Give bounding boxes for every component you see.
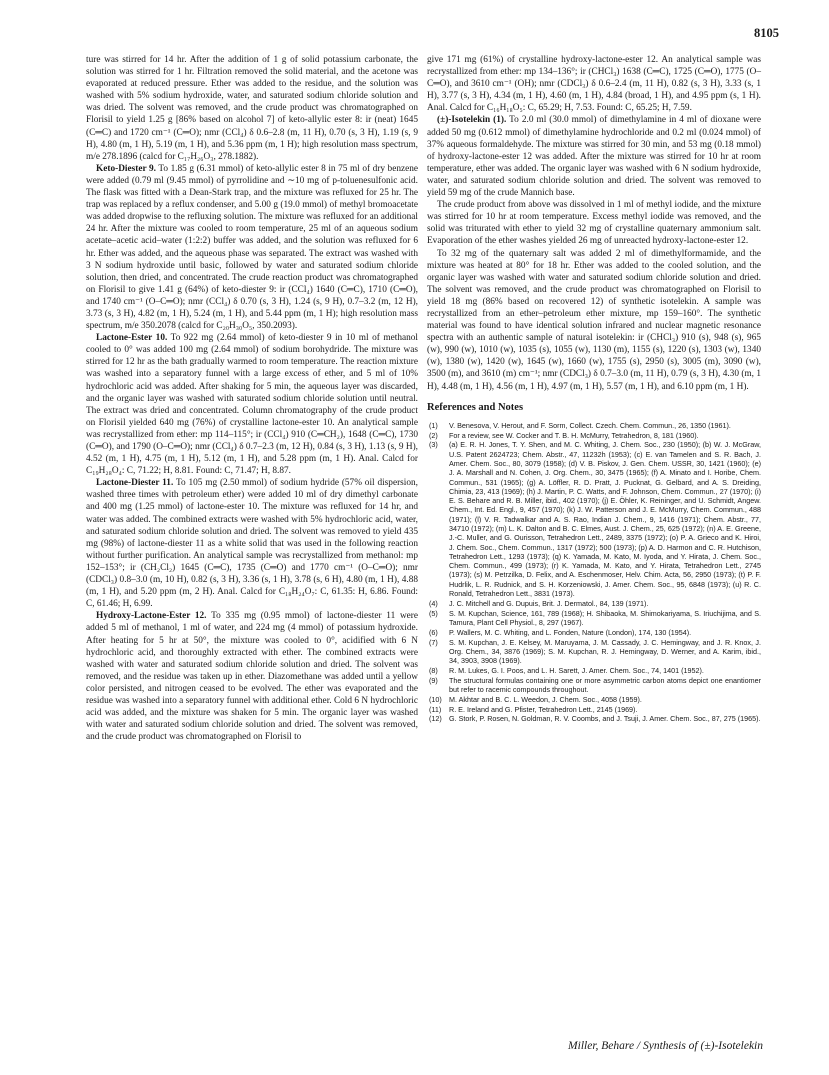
reference-item (427, 599, 761, 608)
reference-number: (6) (429, 627, 438, 637)
reference-number: (7) (429, 637, 438, 647)
running-footer: Miller, Behare / Synthesis of (±)-Isotelekin (568, 1040, 763, 1052)
reference-number: (5) (429, 608, 438, 618)
paragraph-quaternary-salt: To 32 mg of the quaternary salt was added 2 ml of dimethylformamide, and the mixture was heated at 80° for 18 hr. Ether was added to the cooled solution, and the organic layer was washed with water and saturated sodium chloride solution and dried. The solvent was removed, and the crude product was chromatographed on Florisil to yield 18 mg (86% based on recovered 12) of synthetic isotelekin. A sample was recrystallized from an ether–petroleum ether mixture, mp 159–160°. The synthetic material was found to have identical solution infrared and nuclear magnetic resonance spectra with an authentic sample of natural isotelekin: ir (CHCl₃) 910 (s), 948 (s), 965 (w), 990 (w), 1010 (w), 1035 (s), 1055 (w), 1130 (m), 1155 (s), 1220 (s), 1303 (w), 1340 (w), 1380 (w), 1420 (w), 1645 (w), 1660 (w), 1755 (s), 2950 (s), 3005 (m), 3090 (w), 3500 (m), and 3610 (m) cm⁻¹; nmr (CDCl₃) δ 0.7–3.0 (m, 11 H), 0.79 (s, 3 H), 4.30 (m, 1 H), 4.48 (m, 1 H), 4.56 (m, 1 H), 4.97 (m, 1 H), 5.57 (m, 1 H), and 6.10 ppm (m, 1 H). (427, 248, 761, 392)
reference-item (427, 638, 761, 666)
reference-text: G. Stork, P. Rosen, N. Goldman, R. V. Coombs, and J. Tsuji, J. Amer. Chem. Soc., 87, 275 (1965). (449, 714, 761, 724)
reference-text: R. M. Lukes, G. I. Poos, and L. H. Sarett, J. Amer. Chem. Soc., 74, 1401 (1952). (449, 665, 704, 675)
reference-text: J. C. Mitchell and G. Dupuis, Brit. J. Dermatol., 84, 139 (1971). (449, 598, 649, 608)
reference-text: P. Wallers, M. C. Whiting, and L. Fonden, Nature (London), 174, 130 (1954). (449, 627, 692, 637)
reference-item (427, 440, 761, 598)
reference-text: S. M. Kupchan, J. E. Kelsey, M. Maruyama, J. M. Cassady, J. C. Hemingway, and J. R. Knox, J. Org. Chem., 34, 3876 (1969); S. M. Kupchan, R. J. Hemingway, D. Werner, and A. Karim, ibid., 34, 3903, 3908 (1969). (449, 637, 761, 666)
paragraph-hydroxy-lactone-ester-12 (86, 610, 418, 743)
reference-item (427, 666, 761, 675)
reference-item (427, 609, 761, 628)
right-column (427, 54, 761, 724)
page-number: 8105 (754, 26, 779, 40)
reference-item (427, 714, 761, 723)
reference-number: (12) (429, 714, 442, 724)
run-in-heading-isotelekin: (±)-Isotelekin (1). (437, 115, 507, 126)
references-heading: References and Notes (427, 401, 524, 413)
reference-item (427, 705, 761, 714)
reference-number: (2) (429, 430, 438, 440)
paragraph-lactone-ester-10 (86, 332, 418, 477)
reference-item (427, 431, 761, 440)
reference-text: V. Benesova, V. Herout, and F. Sorm, Collect. Czech. Chem. Commun., 26, 1350 (1961). (449, 420, 731, 430)
reference-text: For a review, see W. Cocker and T. B. H. McMurry, Tetrahedron, 8, 181 (1960). (449, 430, 699, 440)
reference-text: The structural formulas containing one or more asymmetric carbon atoms depict one enantiomer but refer to racemic compounds throughout. (449, 675, 761, 695)
paragraph-hydroxy-lactone-ester-continued: give 171 mg (61%) of crystalline hydroxy-lactone-ester 12. An analytical sample was recrystallized from ether: mp 134–136°; ir (CHCl₃) 1638 (C═C), 1725 (C═O), 1775 (O–C═O), and 3610 cm⁻¹ (OH); nmr (CDCl₃) δ 0.6–2.4 (m, 11 H), 0.82 (s, 3 H), 3.33 (s, 1 H), 3.77 (s, 3 H), 4.34 (m, 1 H), 4.60 (m, 1 H), 4.84 (broad, 1 H), and 4.95 ppm (s, 1 H). Anal. Calcd for C₁₆H₁₈O₅: C, 65.29; H, 7.53. Found: C, 65.25; H, 7.59. (427, 55, 761, 114)
run-in-heading-keto-diester: Keto-Diester 9. (96, 163, 156, 174)
run-in-heading-lactone-diester: Lactone-Diester 11. (96, 478, 174, 489)
paragraph-text: To 2.0 ml (30.0 mmol) of dimethylamine in 4 ml of dioxane were added 50 mg (0.612 mmol) of dimethylamine hydrochloride and 0.2 ml (0.024 mmol) of 37% aqueous formaldehyde. The mixture was stirred for 30 min, and 53 mg (0.18 mmol) of hydroxy-lactone-ester 12 was added. After the mixture was stirred for 10 hr at room temperature, ether was added. The organic layer was washed with 6 N sodium hydroxide, water, and saturated sodium chloride solution and dried. The solvent was removed to yield 59 mg of the crude Mannich base. (427, 115, 761, 199)
references-list (427, 421, 761, 724)
reference-item (427, 695, 761, 704)
reference-text: M. Akhtar and B. C. L. Weedon, J. Chem. Soc., 4058 (1959). (449, 694, 642, 704)
run-in-heading-hydroxy-lactone-ester: Hydroxy-Lactone-Ester 12. (96, 611, 207, 622)
reference-number: (10) (429, 694, 442, 704)
paragraph-lactone-diester-11 (86, 477, 418, 610)
reference-number: (11) (429, 704, 442, 714)
paragraph-methyl-iodide: The crude product from above was dissolved in 1 ml of methyl iodide, and the mixture was stirred for 10 hr at room temperature. Excess methyl iodide was removed, and the solid was triturated with ether to yield 32 mg of crystalline quaternary ammonium salt. Evaporation of the ether washes yielded 26 mg of unreacted hydroxy-lactone-ester 12. (427, 200, 761, 247)
paragraph-keto-diester-9 (86, 163, 418, 332)
paragraph-text: To 105 mg (2.50 mmol) of sodium hydride (57% oil dispersion, washed three times with petroleum ether) were added 10 ml of dry dimethyl carbonate and 400 mg (1.25 mmol) of lactone-ester 10. The mixture was refluxed for 14 hr, and water was added. The combined extracts were washed with 5% hydrochloric acid, water, and saturated sodium chloride solution and dried. The solvent was removed to yield 435 mg (98%) of lactone-diester 11 as a white solid that was used in the following reaction without further purification. An analytical sample was recrystallized from methanol: mp 152–153°; ir (CH₂Cl₂) 1645 (C═C), 1735 (C═O) and 1770 cm⁻¹ (O–C═O); nmr (CDCl₃) 0.8–3.0 (m, 10 H), 0.82 (s, 3 H), 3.36 (s, 1 H), 3.78 (s, 6 H), 4.80 (m, 1 H), 4.88 (m, 1 H), and 5.20 ppm (m, 2 H). Anal. Calcd for C₁₈H₂₄O₇: C, 61.35: H, 6.86. Found: C, 61.46; H, 6.99. (86, 478, 418, 610)
reference-number: (4) (429, 598, 438, 608)
reference-number: (9) (429, 675, 438, 685)
reference-item (427, 421, 761, 430)
reference-text: R. E. Ireland and G. Pfister, Tetrahedron Lett., 2145 (1969). (449, 704, 638, 714)
paragraph-keto-allylic-ester-8: ture was stirred for 14 hr. After the addition of 1 g of solid potassium carbonate, the solution was stirred for 1 hr. Filtration removed the solid material, and the acetone was evaporated at reduced pressure. Ether was added to the residue, and the solution was washed with 5% sodium hydroxide, water, and saturated sodium chloride solution and was dried. The solvent was removed, and the crude product was chromatographed on Florisil to yield 1.25 g [86% based on alcohol 7] of keto-allylic ester 8: ir (neat) 1645 (C═C) and 1720 cm⁻¹ (C═O); nmr (CCl₄) δ 0.6–2.8 (m, 11 H), 0.70 (s, 3 H), 1.19 (s, 9 H), 4.80 (m, 1 H), 5.19 (m, 1 H), and 5.36 ppm (m, 1 H); high resolution mass spectrum, m/e 278.1896 (calcd for C₁₇H₂₆O₃, 278.1882). (86, 55, 418, 162)
paragraph-text: To 922 mg (2.64 mmol) of keto-diester 9 in 10 ml of methanol cooled to 0° was added 100 mg (2.64 mmol) of sodium borohydride. The mixture was stirred for 12 hr as the bath gradually warmed to room temperature. The reaction mixture was washed into a separatory funnel with a large excess of ether, and 5 ml of 10% hydrochloric acid was added. After shaking for 5 min, the aqueous layer was discarded, and the organic layer was washed with saturated sodium chloride solution until neutral. The extract was dried and concentrated. Column chromatography of the crude product on Florisil yielded 640 mg (76%) of crystalline lactone-ester 10. An analytical sample was recrystallized from ether: mp 114–115°; ir (CCl₄) 910 (C═CH₂), 1648 (C═C), 1730 (C═O), and 1790 (O–C═O); nmr (CCl₄) δ 0.7–2.3 (m, 12 H), 0.84 (s, 3 H), 1.13 (s, 9 H), 4.52 (m, 1 H), 4.75 (m, 1 H), 5.12 (m, 1 H), and 5.28 ppm (m, 1 H). Anal. Calcd for C₁₉H₂₈O₄: C, 71.22; H, 8.81. Found: C, 71.47; H, 8.87. (86, 333, 418, 477)
run-in-heading-lactone-ester: Lactone-Ester 10. (96, 333, 168, 344)
reference-text: (a) E. R. H. Jones, T. Y. Shen, and M. C. Whiting, J. Chem. Soc., 230 (1950); (b) W. J. McGraw, U.S. Patent 2624723; Chem. Abstr., 47, 11232h (1953); (c) E. van Tamelen and S. R. Bach, J. Amer. Chem. Soc., 80, 3079 (1958); (d) V. B. Piskov, J. Gen. Chem. USSR, 30, 1421 (1960); (e) J. A. Marshall and N. Cohen, J. Org. Chem., 30, 3475 (1965); (f) A. Minato and I. Horibe, Chem. Commun., 531 (1965); (g) A. Löffler, R. D. Pratt, J. Pucknat, G. Gelbard, and A. S. Dreiding, Chimia, 23, 413 (1969); (h) J. Martin, P. C. Watts, and F. Johnson, Chem. Commun., 27 (1970); (i) E. S. Behare and R. B. Miller, ibid., 402 (1970); (j) E. Öhler, K. Reininger, and U. Schmidt, Angew. Chem., Int. Ed. Engl., 9, 457 (1970); (k) J. W. Patterson and J. E. McMurry, Chem. Commun., 488 (1971); (l) V. R. Tadwalkar and A. S. Rao, Indian J. Chem., 9, 1416 (1971); Chem. Abstr., 77, 34710 (1972); (m) L. K. Dalton and B. C. Elmes, Aust. J. Chem., 25, 625 (1972); (n) A. E. Greene, J.-C. Muller, and G. Ourisson, Tetrahedron Lett., 2489, 3375 (1972); (o) P. A. Grieco and K. Hiroi, J. Chem. Soc., Chem. Commun., 1317 (1972); 500 (1973); (p) A. D. Harmon and C. R. Hutchison, Tetrahedron Lett., 1293 (1973); (q) K. Yamada, M. Kato, M. Iyoda, and Y. Hirata, J. Chem. Soc., Chem. Commun., 499 (1973); (r) K. Yamada, M. Kato, and Y. Hirata, Tetrahedron Lett., 2745 (1973); (s) M. Petrzilka, D. Felix, and A. Eschenmoser, Helv. Chim. Acta, 56, 2950 (1973); (t) P. F. Hudrlik, L. R. Rudnick, and S. H. Korzeniowski, J. Amer. Chem. Soc., 95, 6848 (1973); (u) R. C. Ronald, Tetrahedron Lett., 3831 (1973). (449, 440, 761, 599)
reference-item (427, 676, 761, 695)
reference-number: (1) (429, 420, 438, 430)
left-column (86, 54, 418, 743)
reference-number: (3) (429, 440, 438, 450)
paragraph-text: To 335 mg (0.95 mmol) of lactone-diester 11 were added 5 ml of methanol, 1 ml of water, and 224 mg (4 mmol) of potassium hydroxide. After heating for 5 hr at 50°, the mixture was cooled to 0°, acidified with 6 N hydrochloric acid, and thoroughly extracted with ether. The combined extracts were washed with water and saturated sodium chloride solution and dried. The solvent was removed, and the residue was taken up in ether. Diazomethane was added until a yellow color persisted, and nitrogen ceased to be evolved. The ether was evaporated and the residue was washed into a separatory funnel with additional ether. Cold 6 N hydrochloric acid was added, and the mixture was shaken for 5 min. The organic layer was washed with water and saturated sodium chloride solution and dried. The solvent was removed, and the crude product was chromatographed on Florisil to (86, 611, 419, 743)
reference-item (427, 628, 761, 637)
reference-number: (8) (429, 665, 438, 675)
reference-text: S. M. Kupchan, Science, 161, 789 (1968); H. Shibaoka, M. Shimokariyama, S. Iriuchijima, and S. Tamura, Plant Cell Physiol., 8, 297 (1967). (449, 608, 761, 627)
paragraph-isotelekin (427, 114, 761, 199)
paragraph-text: To 1.85 g (6.31 mmol) of keto-allylic ester 8 in 75 ml of dry benzene were added (0.79 ml (9.45 mmol) of pyrrolidine and ∼10 mg of p-toluenesulfonic acid. The flask was fitted with a Dean-Stark trap, and the mixture was refluxed for 25 hr. The trap was replaced by a reflux condenser, and 5.00 g (19.0 mmol) of methyl bromoacetate was added dropwise to the refluxing solution. The mixture was refluxed for an additional 24 hr. After the mixture was cooled to room temperature, 25 ml of an aqueous sodium acetate–acetic acid–water (1:2:2) buffer was added, and the solution was refluxed for 6 hr. Ether was added, and the aqueous phase was separated. The extract was washed with 3 N sodium hydroxide until basic, followed by water and saturated sodium chloride solution, then dried, and concentrated. The crude reaction product was chromatographed on Florisil to give 1.41 g (64%) of keto-diester 9: ir (CCl₄) 1640 (C═C), 1710 (C═O), and 1740 cm⁻¹ (O–C═O); nmr (CCl₄) δ 0.70 (s, 3 H), 1.24 (s, 9 H), 0.7–3.2 (m, 12 H), 3.73 (s, 3 H), 4.82 (m, 1 H), 5.24 (m, 1 H), and 5.44 ppm (m, 1 H); high resolution mass spectrum, m/e 350.2078 (calcd for C₂₀H₃₀O₅, 350.2093). (86, 163, 419, 332)
